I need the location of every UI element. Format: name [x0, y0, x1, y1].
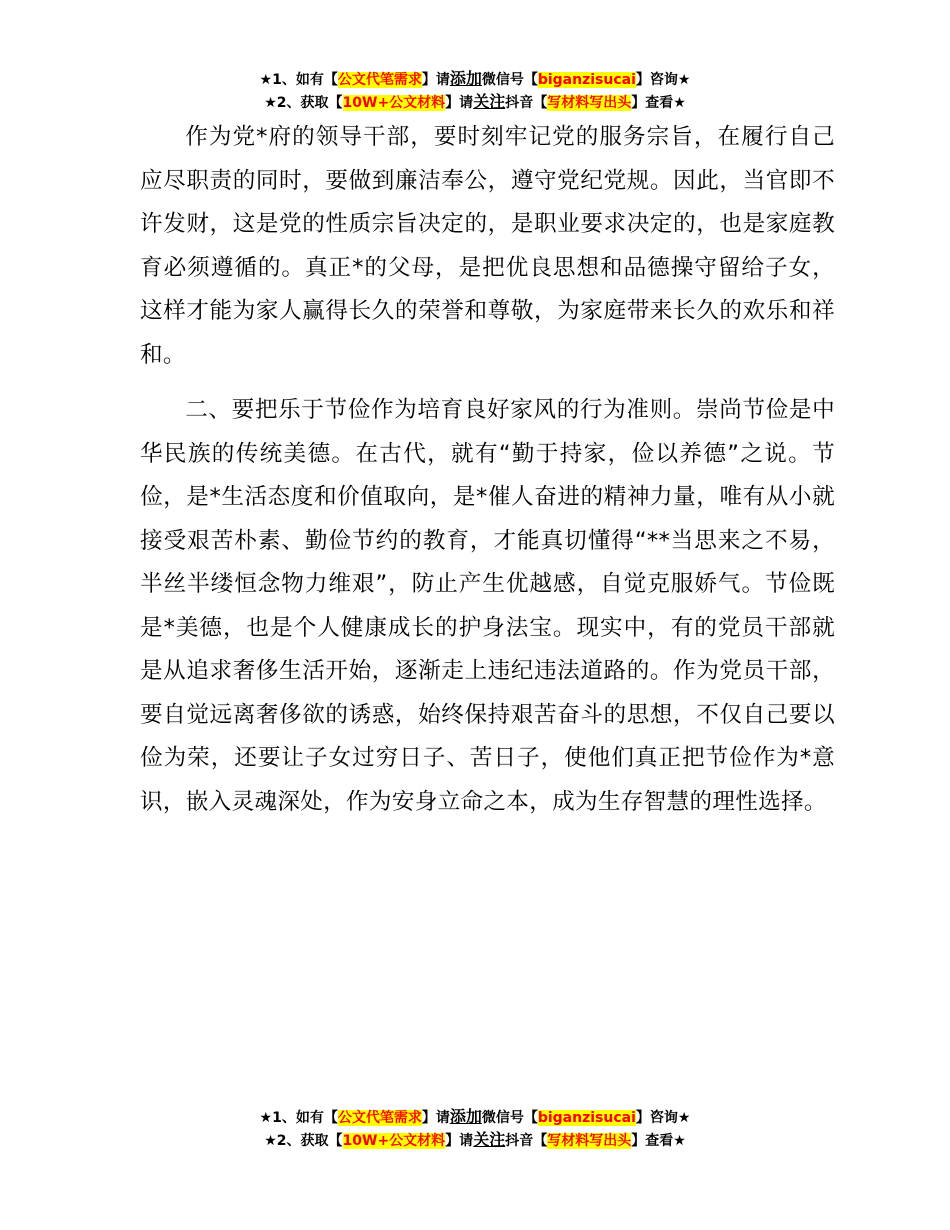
- banner-emphasis: 关注: [473, 1130, 506, 1149]
- banner-text: 微信号【: [481, 1110, 538, 1126]
- banner-text: 】请: [421, 1110, 450, 1126]
- banner-highlight: biganzisucai: [537, 72, 636, 88]
- banner-highlight: 10W+公文材料: [342, 95, 446, 111]
- banner-text: 】咨询★: [635, 1110, 691, 1126]
- banner-text: ★1、如有【: [259, 1110, 338, 1126]
- footer-banner: [0, 1106, 950, 1152]
- header-banner-line-2: [0, 91, 950, 114]
- banner-emphasis: 添加: [449, 69, 482, 88]
- banner-text: 】查看★: [631, 95, 686, 111]
- banner-text: 】请: [445, 95, 474, 111]
- header-banner: [0, 68, 950, 114]
- footer-banner-line-1: [0, 1106, 950, 1129]
- banner-text: 】请: [421, 72, 450, 88]
- banner-highlight: 公文代笔需求: [337, 1110, 422, 1126]
- banner-emphasis: 添加: [449, 1107, 482, 1126]
- banner-text: 】请: [445, 1133, 474, 1149]
- banner-text: ★2、获取【: [264, 95, 343, 111]
- banner-text: 抖音【: [505, 1133, 548, 1149]
- banner-highlight: 写材料写出头: [547, 95, 632, 111]
- banner-highlight: 写材料写出头: [547, 1133, 632, 1149]
- paragraph: 二、要把乐于节俭作为培育良好家风的行为准则。崇尚节俭是中华民族的传统美德。在古代，就有“勤于持家，俭以养德”之说。节俭，是*生活态度和价值取向，是*催人奋进的精神力量，唯有从小就接受艰苦朴素、勤俭节约的教育，才能真切懂得“**当思来之不易，半丝半缕恒念物力维艰”，防止产生优越感，自觉克服娇气。节俭既是*美德，也是个人健康成长的护身法宝。现实中，有的党员干部就是从追求奢侈生活开始，逐渐走上违纪违法道路的。作为党员干部，要自觉远离奢侈欲的诱惑，始终保持艰苦奋斗的思想，不仅自己要以俭为荣，还要让子女过穷日子、苦日子，使他们真正把节俭作为*意识，嵌入灵魂深处，作为安身立命之本，成为生存智慧的理性选择。: [140, 397, 835, 815]
- banner-highlight: 10W+公文材料: [342, 1133, 446, 1149]
- paragraph: 作为党*府的领导干部，要时刻牢记党的服务宗旨，在履行自己应尽职责的同时，要做到廉洁奉公，遵守党纪党规。因此，当官即不许发财，这是党的性质宗旨决定的，是职业要求决定的，也是家庭教育必须遵循的。真正*的父母，是把优良思想和品德操守留给子女，这样才能为家人赢得长久的荣誉和尊敬，为家庭带来长久的欢乐和祥和。: [140, 124, 835, 368]
- document-body: [140, 116, 835, 824]
- banner-text: ★1、如有【: [259, 72, 338, 88]
- banner-text: 抖音【: [505, 95, 548, 111]
- banner-text: 微信号【: [481, 72, 538, 88]
- banner-highlight: 公文代笔需求: [337, 72, 422, 88]
- banner-emphasis: 关注: [473, 92, 506, 111]
- banner-text: 】咨询★: [635, 72, 691, 88]
- banner-text: 】查看★: [631, 1133, 686, 1149]
- banner-highlight: biganzisucai: [537, 1110, 636, 1126]
- footer-banner-line-2: [0, 1129, 950, 1152]
- header-banner-line-1: [0, 68, 950, 91]
- banner-text: ★2、获取【: [264, 1133, 343, 1149]
